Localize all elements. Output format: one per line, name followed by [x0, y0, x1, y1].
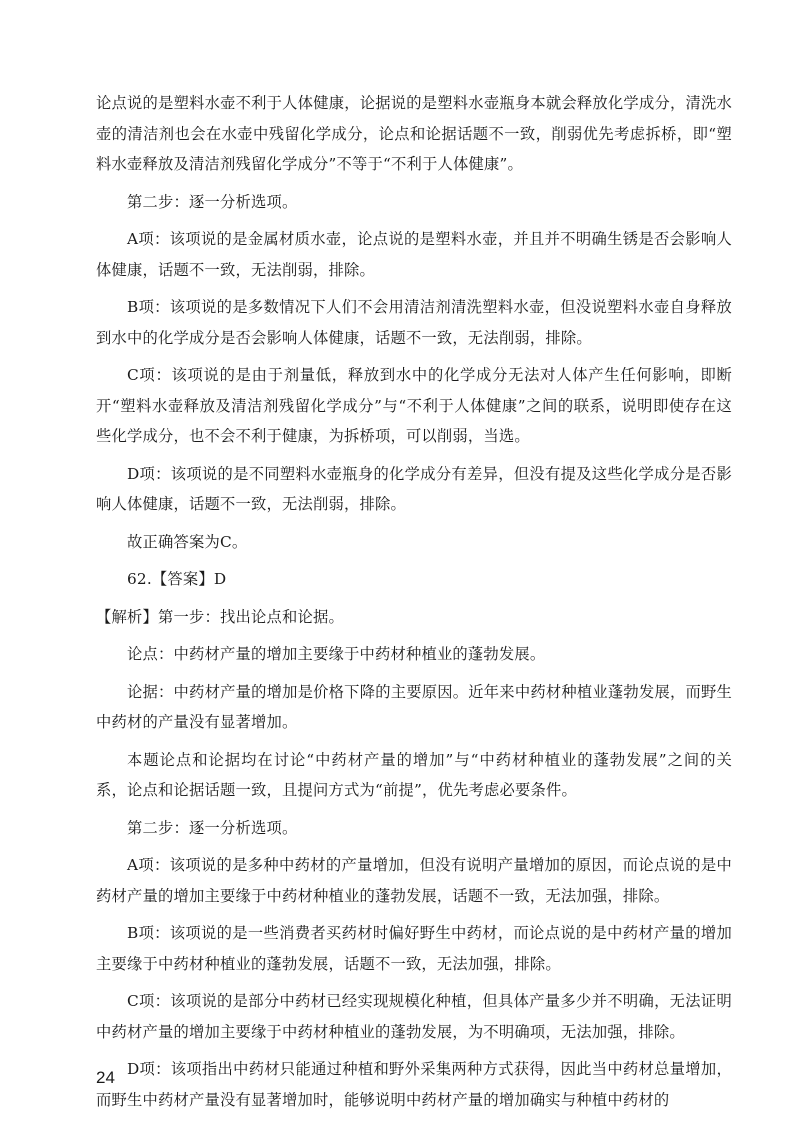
paragraph-option-c: C项：该项说的是由于剂量低，释放到水中的化学成分无法对人体产生任何影响，即断开“塑料水壶释放及清洁剂残留化学成分”与“不利于人体健康”之间的联系，说明即使存在这些化学成分，也不会不利于健康，为拆桥项，可以削弱，当选。: [96, 366, 732, 445]
paragraph-option-a-62: A项：该项说的是多种中药材的产量增加，但没有说明产量增加的原因，而论点说的是中药材产量的增加主要缘于中药材种植业的蓬勃发展，话题不一致，无法加强，排除。: [96, 856, 732, 905]
document-body: [96, 88, 732, 1122]
paragraph-thesis: 论点：中药材产量的增加主要缘于中药材种植业的蓬勃发展。: [127, 645, 546, 663]
paragraph-option-b: B项：该项说的是多数情况下人们不会用清洁剂清洗塑料水壶，但没说塑料水壶自身释放到水中的化学成分是否会影响人体健康，话题不一致，无法削弱，排除。: [96, 298, 732, 347]
paragraph-option-b-62: B项：该项说的是一些消费者买药材时偏好野生中药材，而论点说的是中药材产量的增加主要缘于中药材种植业的蓬勃发展，话题不一致，无法加强，排除。: [96, 924, 732, 973]
paragraph-option-d: D项：该项说的是不同塑料水壶瓶身的化学成分有差异，但没有提及这些化学成分是否影响人体健康，话题不一致，无法削弱，排除。: [96, 464, 732, 513]
paragraph-step-two: 第二步：逐一分析选项。: [127, 192, 298, 211]
paragraph-argument-summary: 论点说的是塑料水壶不利于人体健康，论据说的是塑料水壶瓶身本就会释放化学成分，清洗水壶的清洁剂也会在水壶中残留化学成分，论点和论据话题不一致，削弱优先考虑拆桥，即“塑料水壶释放及清洁剂残留化学成分”不等于“不利于人体健康”。: [96, 94, 732, 173]
paragraph-option-d-62: D项：该项指出中药材只能通过种植和野外采集两种方式获得，因此当中药材总量增加，而野生中药材产量没有显著增加时，能够说明中药材产量的增加确实与种植中药材的: [96, 1060, 732, 1109]
paragraph-analysis-step-one: 【解析】第一步：找出论点和论据。: [96, 607, 344, 626]
paragraph-correct-answer: 故正确答案为C。: [127, 532, 248, 551]
paragraph-step-two-62: 第二步：逐一分析选项。: [127, 818, 298, 837]
paragraph-relationship: 本题论点和论据均在讨论“中药材产量的增加”与“中药材种植业的蓬勃发展”之间的关系，论点和论据话题一致，且提问方式为“前提”，优先考虑必要条件。: [96, 750, 732, 799]
paragraph-option-a: A项：该项说的是金属材质水壶，论点说的是塑料水壶，并且并不明确生锈是否会影响人体健康，话题不一致，无法削弱，排除。: [96, 230, 732, 279]
page-number: 24: [96, 1068, 115, 1087]
paragraph-evidence: 论据：中药材产量的增加是价格下降的主要原因。近年来中药材种植业蓬勃发展，而野生中药材的产量没有显著增加。: [96, 682, 732, 731]
paragraph-option-c-62: C项：该项说的是部分中药材已经实现规模化种植，但具体产量多少并不明确，无法证明中药材产量的增加主要缘于中药材种植业的蓬勃发展，为不明确项，无法加强，排除。: [96, 992, 732, 1041]
question-62-answer: 62.【答案】D: [127, 570, 227, 588]
